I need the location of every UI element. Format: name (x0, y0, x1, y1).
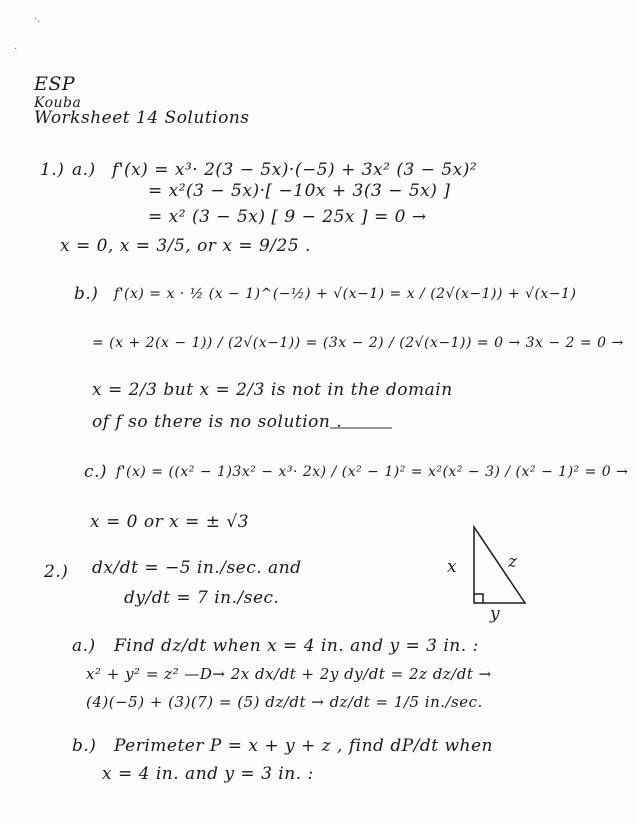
given-dxdt: dx/dt = −5 in./sec. and (92, 558, 302, 578)
part-2a-line1: Find dz/dt when x = 4 in. and y = 3 in. : (114, 636, 479, 656)
part-2a-label: a.) (72, 636, 96, 656)
given-dydt: dy/dt = 7 in./sec. (124, 588, 280, 608)
part-1c-line1: f'(x) = ((x² − 1)3x² − x³· 2x) / (x² − 1)² = x²(x² − 3) / (x² − 1)² = 0 → (116, 464, 629, 480)
part-2a-line3: (4)(−5) + (3)(7) = (5) dz/dt → dz/dt = 1/5 in./sec. (86, 693, 483, 711)
part-2b-line1: Perimeter P = x + y + z , find dP/dt when (114, 736, 493, 756)
speck: ·. (34, 14, 41, 25)
part-1b-line2: = (x + 2(x − 1)) / (2√(x−1)) = (3x − 2) / (2√(x−1)) = 0 → 3x − 2 = 0 → (92, 335, 624, 351)
part-1a-line3: = x² (3 − 5x) [ 9 − 25x ] = 0 → (148, 207, 427, 227)
part-1b-line4: of f so there is no solution . (92, 412, 343, 432)
triangle-label-x: x (447, 557, 458, 577)
author-label: Kouba (34, 95, 82, 111)
part-2a-line2: x² + y² = z² —D→ 2x dx/dt + 2y dy/dt = 2z dz/dt → (86, 665, 492, 683)
part-2b-label: b.) (72, 736, 97, 756)
triangle-label-y: y (490, 604, 501, 624)
course-label: ESP (34, 73, 76, 95)
part-2b-line2: x = 4 in. and y = 3 in. : (102, 764, 314, 784)
part-1b-line3: x = 2/3 but x = 2/3 is not in the domain (92, 380, 453, 400)
part-1a-line1: f'(x) = x³· 2(3 − 5x)·(−5) + 3x² (3 − 5x)² (112, 160, 478, 180)
part-1b-line1: f'(x) = x · ½ (x − 1)^(−½) + √(x−1) = x / (2√(x−1)) + √(x−1) (114, 286, 577, 302)
problem-1-label: 1.) (40, 160, 65, 180)
part-1c-label: c.) (84, 462, 108, 482)
part-1c-answer: x = 0 or x = ± √3 (90, 512, 250, 532)
part-1a-line2: = x²(3 − 5x)·[ −10x + 3(3 − 5x) ] (148, 181, 451, 201)
speck: · (14, 44, 18, 55)
part-1b-label: b.) (74, 284, 99, 304)
triangle-label-z: z (508, 552, 518, 572)
part-1a-label: a.) (72, 160, 96, 180)
part-1a-answer: x = 0, x = 3/5, or x = 9/25 . (60, 236, 311, 256)
worksheet-title: Worksheet 14 Solutions (34, 108, 250, 128)
problem-2-label: 2.) (44, 562, 69, 582)
